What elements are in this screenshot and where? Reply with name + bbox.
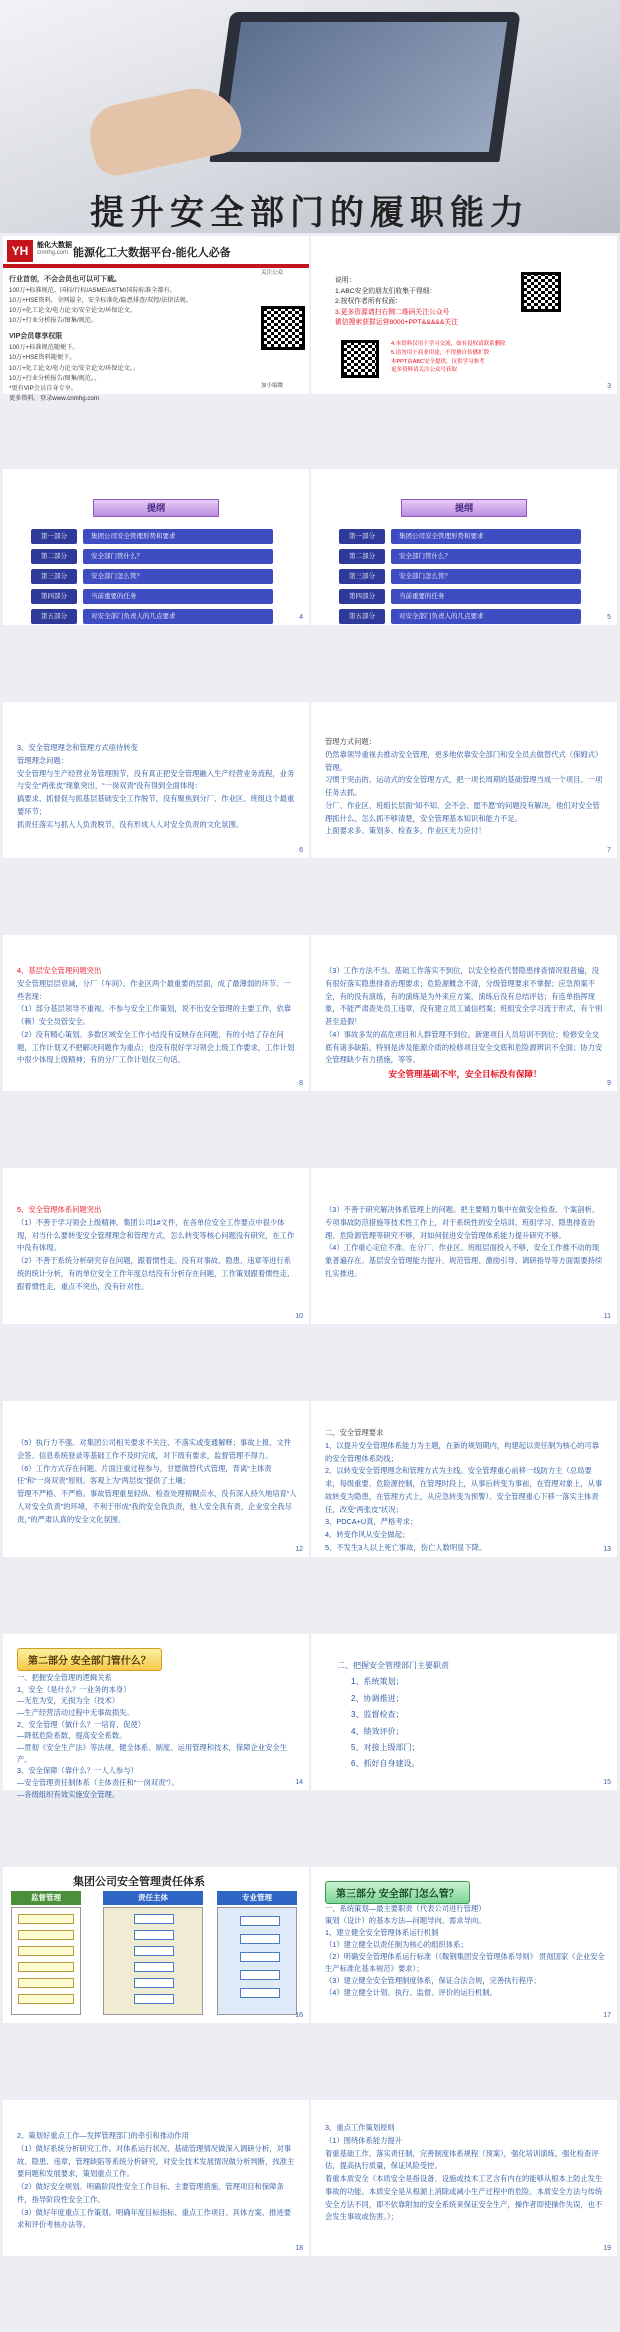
slide-6 [3, 702, 309, 858]
paragraph: （1）部分基层领导不重视。不参与安全工作策划，说不出安全管理的主要工作，依靠（赖）安全员管安全。 [17, 1004, 292, 1027]
vip-title: VIP会员尊享权限 [9, 333, 63, 341]
paragraph: —降低危险系数，提高安全系数。 [17, 1731, 127, 1741]
login-link[interactable]: 更多资料，登录www.cnmhg.com [9, 395, 100, 403]
slide-15 [311, 1634, 617, 1790]
platform-title: 能源化工大数据平台-能化人必备 [73, 247, 231, 259]
hero-banner [0, 0, 620, 233]
org-cell [134, 1946, 174, 1956]
org-cell [240, 1970, 280, 1980]
paragraph: 5、安全管理体系问题突出 [17, 1205, 102, 1214]
paragraph: （2）明确安全管理体系运行标准（《鞍钢集团安全管理体系导则》 贯彻国家《企业安全生产标准化基本规范》要求）； [325, 1952, 605, 1974]
org-cell [18, 1946, 74, 1956]
benefit-item: 10万+化工论文/电力论文/安全论文/环保论文。 [9, 307, 137, 315]
paragraph: 二、把握安全管理部门主要职责 [337, 1661, 449, 1670]
paragraph: （2）做好安全规划。明确阶段性安全工作目标、主要管理措施、管理项目和保障条件，指导阶段性安全工作。 [17, 2182, 284, 2204]
paragraph: 管理方式问题： [325, 737, 377, 746]
page-number: 19 [603, 2245, 611, 2252]
paragraph: 5、不发生3人以上死亡事故，伤亡人数明显下降。 [325, 1542, 487, 1552]
paragraph: （3）建立健全安全管理制度体系，保证合法合规，完善执行程序； [325, 1976, 541, 1986]
page-number: 10 [295, 1313, 303, 1320]
emphasis-line: 安全管理基础不牢，安全目标没有保障！ [388, 1069, 542, 1080]
toc-num: 第四部分 [339, 589, 385, 604]
org-header-professional: 专业管理 [217, 1891, 297, 1905]
logo-url: cnmhg.com [37, 250, 69, 256]
slide-12 [3, 1401, 309, 1557]
page-number: 11 [603, 1313, 611, 1320]
slide-17 [311, 1867, 617, 2023]
qr-code-icon[interactable] [341, 340, 379, 378]
vip-item: 10万+化工论文/电力论文/安全论文/环保论文。。 [9, 364, 140, 372]
slide-text [325, 2122, 605, 2224]
slide-14 [3, 1634, 309, 1799]
page-number: 13 [603, 1546, 611, 1553]
scan-label: 关注公众 [261, 270, 284, 276]
slide-text [17, 2130, 297, 2232]
org-cell [134, 1914, 174, 1924]
paragraph: 3、安全保障（靠什么？一人人参与） [17, 1766, 138, 1776]
slide-text [325, 1204, 605, 1281]
page-number: 6 [299, 847, 303, 854]
qr-code-icon[interactable] [261, 306, 305, 350]
paragraph: 仍然靠领导重视去推动安全管理，更多地依靠安全部门和安全员去做替代式（保姆式）管理。 [325, 749, 603, 772]
toc-label: 集团公司安全管理形势和要求 [83, 529, 273, 544]
paragraph: —无危为安，无损为全（技术） [17, 1696, 120, 1706]
paragraph: —生产经营活动过程中无事故损失。 [17, 1708, 134, 1718]
org-cell [240, 1934, 280, 1944]
toc-head: 提纲 [93, 499, 219, 517]
page-number: 8 [299, 1080, 303, 1087]
paragraph: （1）做好系统分析研究工作。对体系运行状况、基础管理情况做深入调研分析，对事故、隐患、违章，管理缺陷等系统分析研究，对安全技术发展情况做分析判断，找准主要问题和发展要求，策划重点工作。 [17, 2143, 295, 2179]
laptop-illustration [209, 12, 520, 162]
benefit-title: 行业首创，不会会员也可以可下载。 [9, 276, 121, 283]
toc-label: 安全部门怎么管？ [83, 569, 273, 584]
toc-head: 提纲 [401, 499, 527, 517]
org-cell [240, 1988, 280, 1998]
toc-row[interactable] [339, 609, 589, 624]
notes-item: 2.按权作者所有权面： [335, 298, 402, 306]
scan-label-2: 加小编微 [261, 383, 284, 389]
list-item: 1、系统策划； [351, 1677, 404, 1687]
toc-num: 第五部分 [339, 609, 385, 624]
toc-label: 对安全部门负责人的几点要求 [83, 609, 273, 624]
org-cell [240, 1952, 280, 1962]
toc-label: 对安全部门负责人的几点要求 [391, 609, 581, 624]
slide-text [325, 736, 605, 838]
paragraph: 抓责任落实与抓人人负责脱节，没有形成人人对安全负责的文化氛围。 [17, 819, 244, 829]
slide-18 [3, 2100, 309, 2256]
paragraph: （5）执行力不强。对集团公司相关要求不关注、不落实或变通解释；事故上报、文件会签、信息系统登录等基础工作不及时完成，对下级有要求，监督管理不得力。 [17, 1438, 292, 1460]
paragraph: 4、转变作风从安全做起； [325, 1530, 410, 1540]
org-col-supervision [11, 1907, 81, 2015]
slide-7 [311, 702, 617, 858]
paragraph: 1、以提升安全管理体系能力为主题，在新的规划期内，构建起以责任制为核心的可靠的安全管理体系防线； [325, 1440, 600, 1463]
paragraph: （4）工作重心定位不准。在分厂、作业区、班组层面投入不够，安全工作推不动的现象普遍存在。基层安全管理能力提升、规范管理、激励引导、调研指导等方面需要持续扎实推进。 [325, 1243, 603, 1278]
slide-19 [311, 2100, 617, 2256]
notes-red-item: 更多资料请关注公众号获取 [391, 367, 458, 374]
notes-block [335, 276, 505, 329]
toc-label: 安全部门管什么？ [83, 549, 273, 564]
toc-num: 第四部分 [31, 589, 77, 604]
section-title-box: 第二部分 安全部门管什么？ [17, 1648, 162, 1671]
paragraph: 分厂、作业区、班组长层面“知不知、会不会、愿不愿”的问题没有解决，他们对安全管理抓什么、怎么抓不够清楚，安全管理基本知识和能力不足。 [325, 800, 600, 823]
logo-icon: YH [7, 240, 33, 262]
page-number: 5 [607, 614, 611, 621]
paragraph: 上面要求多、策划多、检查多，作业区无力应付！ [325, 826, 486, 836]
slide-text [17, 742, 297, 831]
page-number: 16 [295, 2012, 303, 2019]
org-header-responsible: 责任主体 [103, 1891, 203, 1905]
org-cell [18, 1930, 74, 1940]
paragraph: （1）不善于学习领会上级精神。集团公司1#文件，在各单位安全工作要点中很少体现，对当什么要转变安全管理理念和管理方式，怎么转变等核心问题没有研究，在工作中没有体现。 [17, 1217, 295, 1253]
slide-text [325, 965, 605, 1082]
org-cell [18, 1994, 74, 2004]
paragraph: 二、安全管理要求 [325, 1428, 384, 1437]
page-number: 7 [607, 847, 611, 854]
paragraph: 一、把握安全管理的逻辑关系 [17, 1673, 112, 1682]
list-item: 5、对接上级部门； [351, 1742, 420, 1752]
slide-text [17, 965, 297, 1067]
org-cell [134, 1962, 174, 1972]
slide-11 [311, 1168, 617, 1324]
notes-item: 微信搜索获群运营8000+PPT&&&&&关注 [335, 319, 458, 327]
paragraph: 4、基层安全管理问题突出 [17, 966, 102, 975]
paragraph: 安全管理与生产经营业务管理脱节，没有真正把安全管理融入生产经营业务流程，业务与安全“两张皮”现象突出，“一岗双责”没有得到全面体现： [17, 768, 295, 791]
page-number: 3 [607, 383, 611, 390]
list-item: 3、监督检查； [351, 1710, 404, 1720]
slide-notes [311, 236, 617, 394]
notes-red-item: 本PPT由ABC安全提供，仅供学习参考 [391, 358, 485, 365]
qr-code-icon[interactable] [521, 272, 561, 312]
paragraph: 2、策划好重点工作—发挥管理部门的牵引和推动作用 [17, 2131, 189, 2140]
org-cell [18, 1914, 74, 1924]
vip-more: *更有VIP会员自身专享。 [9, 384, 78, 392]
paragraph: 安全管理层层衰减，分厂（车间）、作业区两个最重要的层面，成了最薄弱的环节。一些表现： [17, 978, 291, 1001]
paragraph: 策划（设计）的基本方法—问题导向、需求导向。 [325, 1916, 486, 1926]
paragraph: —安全管理责任制体系（主体责任和“一岗双责”）。 [17, 1778, 179, 1788]
vip-item: 10万+行业分析报告/图集/规范。。 [9, 374, 101, 382]
paragraph: （6）工作方式存在问题。片面注重过程参与，甘愿做替代式管理，背离“主体责任”和“一岗双责”原则。客观上为“两层皮”提供了土壤； [17, 1463, 272, 1486]
paragraph: （1）围绕体系能力提升 [325, 2135, 403, 2145]
slide-13 [311, 1401, 617, 1557]
slide-text [337, 1658, 605, 1773]
toc-label: 安全部门管什么？ [391, 549, 581, 564]
paragraph: （2）不善于系统分析研究存在问题，跟着惯性走。没有对事故、隐患、违章等进行系统的统计分析，有的单位安全工作年度总结没有分析存在问题，工作策划跟着惯性走，跟着惯性走，重点不突出，没有针对性。 [17, 1256, 295, 1291]
slide-toc-left [3, 469, 309, 625]
paragraph: 管理不严格、不严格。事故管理重星轻纵、检查处理精糊点水，没有深入持久地培育“人人对安全负责”的环境，不利于形成“我的安全我负责，他人安全我有责，企业安全我尽责，”的严肃认真的安全文化氛围。 [17, 1489, 297, 1524]
toc-row[interactable] [339, 549, 589, 564]
page-number: 9 [607, 1080, 611, 1087]
paragraph: 习惯于突击的、运动式的安全管理方式，把一项长周期的基础管理当成一个项目、一项任务去抓。 [325, 775, 603, 798]
vip-item: 100万+标准规范随便下。 [9, 344, 79, 352]
paragraph: 搞要求、抓督促与抓基层基础安全工作脱节，没有聚焦到分厂、作业区、班组这个最重要环节； [17, 794, 295, 816]
paragraph: 一、系统策划—最主要职责（代表公司进行管理） [325, 1904, 486, 1913]
toc-label: 当前重要的任务 [83, 589, 273, 604]
notes-item: 1.ABC安全的朋友们收集干得细： [335, 287, 437, 295]
paragraph: 1、建立健全安全管理体系运行机制 [325, 1928, 439, 1938]
slide-text [17, 1437, 297, 1526]
notes-red-block [391, 340, 591, 375]
toc-label: 集团公司安全管理形势和要求 [391, 529, 581, 544]
org-cell [240, 1916, 280, 1926]
toc-row[interactable] [31, 549, 281, 564]
paragraph: 3、安全管理理念和管理方式亟待转变 [17, 743, 138, 752]
toc-row[interactable] [31, 589, 281, 604]
page-number: 15 [603, 1779, 611, 1786]
org-cell [134, 1978, 174, 1988]
toc-num: 第一部分 [31, 529, 77, 544]
logo-name: 能化大数据 [37, 242, 72, 249]
benefit-item: 10万+HSE资料，全网最全，安全标准化/隐患排查/双控/法律法规。 [9, 296, 193, 304]
paragraph: 着重基础工作，落实责任制，完善制度体系规程（预案），强化培训演练，强化检查评估，提高执行质量，保证风险受控。 [325, 2148, 599, 2171]
paragraph: （2）没有精心策划。多数区域安全工作小结没有反映存在问题，有的小结了存在问题，工作计划又不把解决问题作为重点；也没有很好学习领会上级工作要求，工作计划中很少体现上级精神；有的分厂工作计划仅三句话。 [17, 1029, 295, 1065]
benefit-block [9, 274, 257, 404]
paragraph: （3）做好年度重点工作策划。明确年度目标指标、重点工作项目、具体方案、推进要求和评价考核办法等。 [17, 2207, 292, 2230]
page-number: 12 [295, 1546, 303, 1553]
paragraph: （3）不善于研究解决体系管理上的问题。把主要精力集中在做安全检查、个案剖析、专项事故防范措施等技术性工作上，对于系统性的安全培训、班组学习、隐患排查治理、危险源管理等研究不够，对如何促进安全管理体系能力提升研究不够。 [325, 1205, 600, 1240]
org-cell [18, 1962, 74, 1972]
paragraph: 着重本质安全（本质安全是指设备、设施或技术工艺含有内在的能够从根本上防止发生事故的功能。本质安全是从根源上消除或减小生产过程中的危险。本质安全方法与传统安全方法不同，即不依靠附加的安全系统来保证安全生产，操作者即使操作失误，也不会发生事故或伤害。）； [325, 2174, 603, 2222]
toc-num: 第二部分 [31, 549, 77, 564]
toc-label: 安全部门怎么管？ [391, 569, 581, 584]
org-chart-title: 集团公司安全管理责任体系 [73, 1876, 205, 1888]
slide-16-org-chart [3, 1867, 309, 2023]
toc-num: 第三部分 [31, 569, 77, 584]
org-cell [18, 1978, 74, 1988]
slide-text [325, 1427, 605, 1555]
notes-head: 说明： [335, 277, 356, 284]
paragraph: —各级组织有效实施安全管理。 [17, 1789, 120, 1799]
paragraph: 3、重点工作策划原则 [325, 2123, 395, 2132]
slide-text [325, 1903, 605, 1999]
org-col-professional [217, 1907, 297, 2015]
slide-9 [311, 935, 617, 1091]
notes-red-item: 4.本资料仅用于学习交流，如有侵权请联系删除 [391, 341, 506, 347]
toc-row[interactable] [339, 529, 589, 544]
slide-toc-right [311, 469, 617, 625]
org-cell [134, 1930, 174, 1940]
toc-row[interactable] [31, 609, 281, 624]
toc-row[interactable] [339, 589, 589, 604]
org-col-responsible [103, 1907, 203, 2015]
laptop-screen [223, 22, 507, 152]
list-item: 4、绩效评价； [351, 1726, 404, 1736]
slide-ad [3, 236, 309, 403]
toc-row[interactable] [31, 529, 281, 544]
paragraph: （3）工作方法不当。基础工作落实不到位，以安全检查代替隐患排查情况很普遍，没有很好落实隐患排查治理要求；危险源概念不清，分级管理要求不掌握；应急预案不全，有的没有演练，有的演练是为外来应方案，演练后没有总结评估；有连单指挥现象，不能严肃查处员工违章，没有建立员工诚信档案；班组安全学习流于形式，有个别甚至造假！ [325, 966, 603, 1027]
notes-red-item: 5.请勿用于商业用途，不得擅自传播扩散 [391, 349, 490, 356]
toc-num: 第五部分 [31, 609, 77, 624]
paragraph: 2、安全管理（做什么？一培育、促使） [17, 1719, 146, 1729]
paragraph: （1）建立健全以责任制为核心的组织体系； [325, 1940, 468, 1950]
paragraph: 管理理念问题： [17, 755, 69, 765]
benefit-item: 10万+行业分析报告/图集/规范。 [9, 317, 98, 325]
toc-num: 第一部分 [339, 529, 385, 544]
toc-num: 第三部分 [339, 569, 385, 584]
paragraph: 2、以转变安全管理理念和管理方式为主线。安全管理重心前移一线防方主（总局要求，每级重要、危险源控制，在管理时段上，从事后转变为事前，在管理对象上，从事故转变为隐患，在管理方式上，从应急转变为预警）。安全管理重心下移一落实主体责任，改变“两张皮”状况； [325, 1466, 603, 1514]
paragraph: （4）事故多发的高危项目和人群管理不到位。新建项目人员培训不到位；检修安全交底有诸多缺陷，特别是涉及能源介质的检修项目安全交底和危险源辨识不全面；协力安全管理缺少有力措施，等等。 [325, 1029, 603, 1065]
list-item: 2、协调推进； [351, 1693, 404, 1703]
slide-8 [3, 935, 309, 1091]
slide-text [17, 1672, 297, 1800]
page-number: 4 [299, 614, 303, 621]
org-cell [134, 1994, 174, 2004]
slide-10 [3, 1168, 309, 1324]
vip-item: 10万+HSE资料随便下。 [9, 354, 76, 362]
toc-row[interactable] [31, 569, 281, 584]
paragraph: 3、PDCA+U真，严格考求； [325, 1517, 418, 1527]
toc-label: 当前重要的任务 [391, 589, 581, 604]
page-number: 17 [603, 2012, 611, 2019]
benefit-item: 100万+标准规范、国标/行标/ASME/ASTM/国际标准全都有。 [9, 286, 176, 294]
paragraph: 1、安全（是什么？一业务的本身） [17, 1684, 131, 1694]
section-title-box: 第三部分 安全部门怎么管？ [325, 1881, 470, 1904]
notes-item: 3.更多资源请扫右侧二维码关注公众号 [335, 308, 450, 316]
paragraph: （4）建立健全计划、执行、监督、评价的运行机制。 [325, 1988, 497, 1998]
list-item: 6、抓好自身建设。 [351, 1759, 420, 1769]
slide-text [17, 1204, 297, 1293]
page-number: 14 [295, 1779, 303, 1786]
toc-num: 第二部分 [339, 549, 385, 564]
org-header-supervision: 监督管理 [11, 1891, 81, 1905]
paragraph: —贯彻《安全生产法》等法规，健全体系、制度、运用管理和技术，保障企业安全生产。 [17, 1743, 287, 1764]
toc-row[interactable] [339, 569, 589, 584]
hero-title: 提升安全部门的履职能力 [90, 194, 530, 232]
page-number: 18 [295, 2245, 303, 2252]
